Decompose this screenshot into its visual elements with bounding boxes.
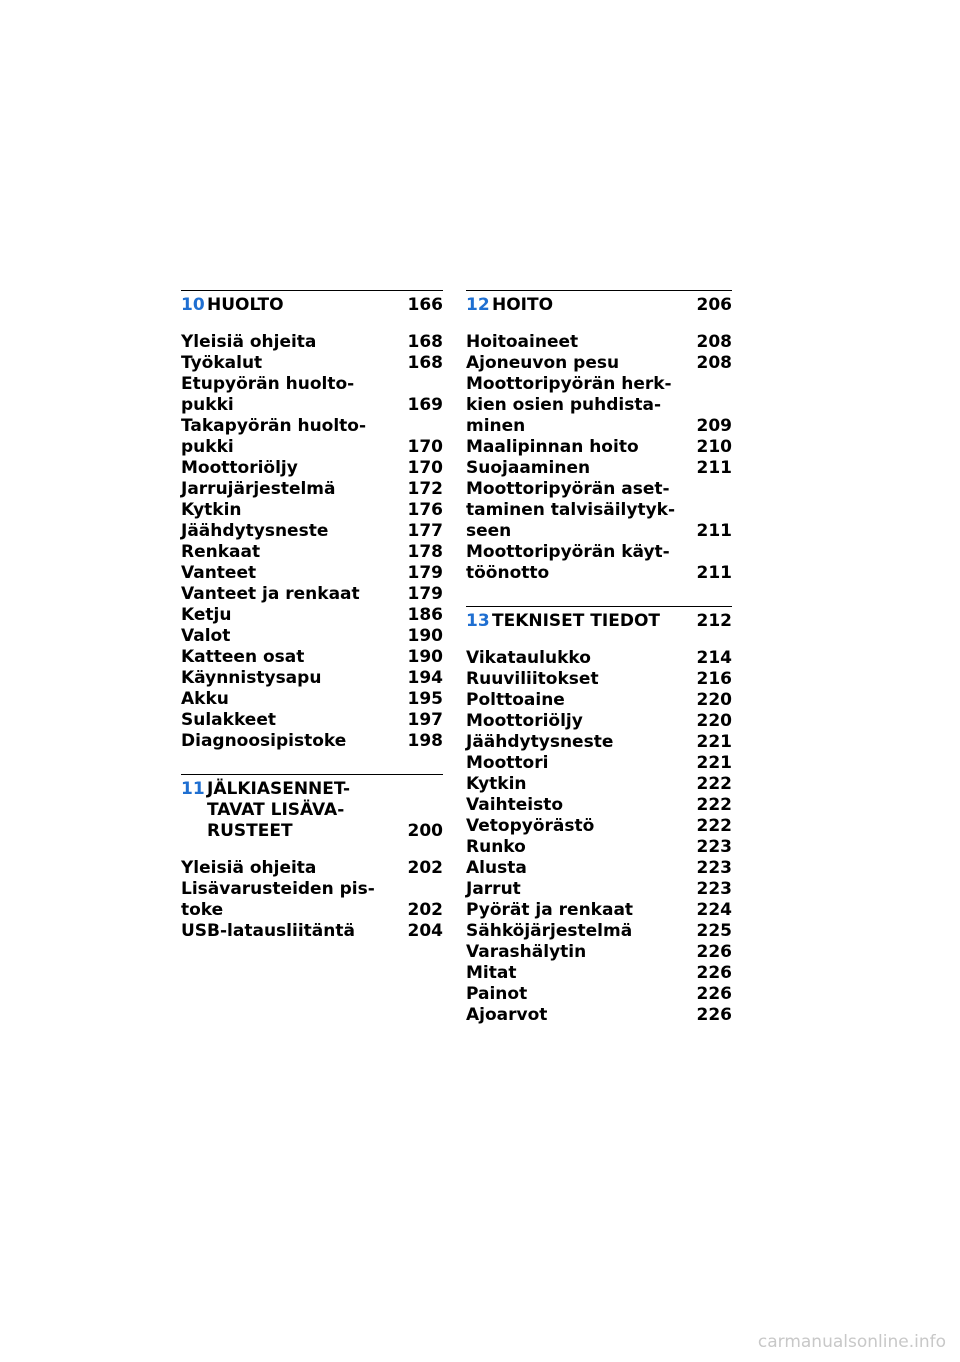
entry-title: Käynnistysapu — [181, 668, 322, 688]
entry-title: Valot — [181, 626, 231, 646]
toc-entry[interactable] — [466, 437, 732, 458]
entry-page-number: 195 — [407, 689, 443, 709]
toc-entry[interactable] — [466, 332, 732, 353]
entry-page-number: 204 — [407, 921, 443, 941]
toc-section-13 — [466, 606, 732, 1026]
toc-entry[interactable] — [181, 605, 443, 626]
entry-title: Sulakkeet — [181, 710, 276, 730]
entry-page-number: 221 — [696, 732, 732, 752]
entry-title: Runko — [466, 837, 526, 857]
section-heading[interactable] — [181, 774, 443, 842]
entry-title: Mitat — [466, 963, 517, 983]
entry-page-number: 179 — [407, 584, 443, 604]
toc-entry[interactable] — [181, 563, 443, 584]
entry-title: Hoitoaineet — [466, 332, 579, 352]
toc-entry[interactable] — [466, 879, 732, 900]
entry-page-number: 198 — [407, 731, 443, 751]
entry-title: USB-latausliitäntä — [181, 921, 355, 941]
toc-entry[interactable] — [181, 521, 443, 542]
toc-entry[interactable] — [181, 353, 443, 374]
entry-page-number: 216 — [696, 669, 732, 689]
toc-entry[interactable] — [466, 732, 732, 753]
entry-title: Moottoriöljy — [466, 711, 583, 731]
entry-title: Vanteet — [181, 563, 257, 583]
toc-entry[interactable] — [466, 837, 732, 858]
toc-section-10 — [181, 290, 443, 752]
entry-page-number: 178 — [407, 542, 443, 562]
toc-entry[interactable] — [466, 542, 732, 584]
entry-title: Moottoriöljy — [181, 458, 298, 478]
toc-entry[interactable] — [466, 921, 732, 942]
entry-title: Takapyörän huolto- pukki — [181, 416, 367, 457]
entry-title: Etupyörän huolto- pukki — [181, 374, 355, 415]
entry-page-number: 226 — [696, 984, 732, 1004]
toc-entry[interactable] — [466, 690, 732, 711]
section-number: 12 — [466, 295, 490, 315]
entry-title: Työkalut — [181, 353, 263, 373]
toc-entry[interactable] — [181, 710, 443, 731]
entry-title: Moottoripyörän käyt- töönotto — [466, 542, 670, 583]
toc-entry[interactable] — [181, 374, 443, 416]
entry-page-number: 211 — [696, 563, 732, 583]
toc-entry[interactable] — [181, 479, 443, 500]
toc-entry[interactable] — [181, 416, 443, 458]
toc-entry[interactable] — [466, 648, 732, 669]
entry-title: Diagnoosipistoke — [181, 731, 347, 751]
toc-left-column — [181, 290, 443, 964]
entry-page-number: 197 — [407, 710, 443, 730]
toc-entry[interactable] — [466, 774, 732, 795]
toc-right-column — [466, 290, 732, 1048]
entry-title: Jarrut — [466, 879, 521, 899]
entry-title: Yleisiä ohjeita — [181, 332, 317, 352]
section-page-number: 206 — [696, 295, 732, 315]
entry-page-number: 223 — [696, 879, 732, 899]
entry-title: Vikataulukko — [466, 648, 591, 668]
section-heading[interactable] — [181, 290, 443, 316]
toc-entry[interactable] — [466, 753, 732, 774]
entry-title: Sähköjärjestelmä — [466, 921, 633, 941]
toc-entry[interactable] — [181, 731, 443, 752]
entry-title: Kytkin — [181, 500, 242, 520]
watermark: carmanualsonline.info — [757, 1332, 946, 1352]
entry-page-number: 186 — [407, 605, 443, 625]
toc-entry[interactable] — [181, 647, 443, 668]
entry-title: Jarrujärjestelmä — [181, 479, 336, 499]
entry-title: Polttoaine — [466, 690, 565, 710]
entry-page-number: 222 — [696, 795, 732, 815]
toc-entry[interactable] — [466, 942, 732, 963]
toc-entry[interactable] — [466, 816, 732, 837]
entry-title: Jäähdytysneste — [466, 732, 614, 752]
entry-page-number: 168 — [407, 332, 443, 352]
toc-entry[interactable] — [181, 332, 443, 353]
entry-page-number: 226 — [696, 963, 732, 983]
entry-title: Moottori — [466, 753, 549, 773]
toc-entry[interactable] — [466, 711, 732, 732]
entry-title: Maalipinnan hoito — [466, 437, 639, 457]
toc-entry[interactable] — [466, 669, 732, 690]
entry-page-number: 202 — [407, 900, 443, 920]
toc-entry[interactable] — [466, 900, 732, 921]
entry-page-number: 210 — [696, 437, 732, 457]
entry-page-number: 190 — [407, 626, 443, 646]
toc-entry[interactable] — [181, 689, 443, 710]
section-number: 11 — [181, 779, 205, 799]
entry-title: Suojaaminen — [466, 458, 591, 478]
toc-entry[interactable] — [466, 1005, 732, 1026]
toc-entry[interactable] — [466, 858, 732, 879]
entry-page-number: 168 — [407, 353, 443, 373]
entry-page-number: 170 — [407, 458, 443, 478]
toc-entry[interactable] — [466, 795, 732, 816]
entry-page-number: 224 — [696, 900, 732, 920]
entry-page-number: 220 — [696, 690, 732, 710]
section-heading[interactable] — [466, 606, 732, 632]
entry-page-number: 179 — [407, 563, 443, 583]
section-title: JÄLKIASENNET- TAVAT LISÄVA- RUSTEET — [207, 779, 351, 841]
entry-page-number: 222 — [696, 774, 732, 794]
entry-page-number: 208 — [696, 332, 732, 352]
entry-title: Alusta — [466, 858, 527, 878]
toc-entry[interactable] — [181, 858, 443, 879]
toc-entry[interactable] — [181, 500, 443, 521]
toc-entry[interactable] — [181, 542, 443, 563]
entry-title: Lisävarusteiden pis- toke — [181, 879, 375, 920]
entry-title: Akku — [181, 689, 229, 709]
section-number: 13 — [466, 611, 490, 631]
section-page-number: 166 — [407, 295, 443, 315]
toc-entry[interactable] — [466, 479, 732, 542]
toc-entry[interactable] — [466, 353, 732, 374]
entry-title: Renkaat — [181, 542, 261, 562]
entry-title: Ketju — [181, 605, 232, 625]
section-title: TEKNISET TIEDOT — [492, 611, 660, 631]
entry-title: Vanteet ja renkaat — [181, 584, 360, 604]
entry-page-number: 169 — [407, 395, 443, 415]
toc-entry[interactable] — [466, 984, 732, 1005]
toc-entry[interactable] — [181, 626, 443, 647]
toc-entry[interactable] — [181, 668, 443, 689]
entry-page-number: 211 — [696, 521, 732, 541]
section-title: HOITO — [492, 295, 554, 315]
section-title: HUOLTO — [207, 295, 284, 315]
entry-title: Jäähdytysneste — [181, 521, 329, 541]
section-number: 10 — [181, 295, 205, 315]
toc-section-12 — [466, 290, 732, 584]
entry-page-number: 211 — [696, 458, 732, 478]
entry-page-number: 222 — [696, 816, 732, 836]
entry-page-number: 214 — [696, 648, 732, 668]
section-heading[interactable] — [466, 290, 732, 316]
entry-title: Varashälytin — [466, 942, 587, 962]
section-page-number: 212 — [696, 611, 732, 631]
entry-page-number: 172 — [407, 479, 443, 499]
entry-page-number: 226 — [696, 942, 732, 962]
entry-title: Ajoarvot — [466, 1005, 548, 1025]
toc-entry[interactable] — [466, 374, 732, 437]
entry-title: Yleisiä ohjeita — [181, 858, 317, 878]
entry-page-number: 209 — [696, 416, 732, 436]
toc-entry[interactable] — [181, 584, 443, 605]
toc-entry[interactable] — [181, 458, 443, 479]
entry-page-number: 177 — [407, 521, 443, 541]
entry-page-number: 226 — [696, 1005, 732, 1025]
entry-page-number: 170 — [407, 437, 443, 457]
entry-title: Moottoripyörän aset- taminen talvisäilytyk- seen — [466, 479, 676, 541]
entry-title: Ajoneuvon pesu — [466, 353, 620, 373]
entry-page-number: 190 — [407, 647, 443, 667]
entry-page-number: 208 — [696, 353, 732, 373]
entry-title: Vetopyörästö — [466, 816, 595, 836]
entry-title: Ruuviliitokset — [466, 669, 599, 689]
entry-title: Moottoripyörän herk- kien osien puhdista- minen — [466, 374, 672, 436]
entry-title: Katteen osat — [181, 647, 305, 667]
entry-page-number: 223 — [696, 837, 732, 857]
entry-title: Vaihteisto — [466, 795, 564, 815]
toc-entry[interactable] — [181, 879, 443, 921]
entry-title: Pyörät ja renkaat — [466, 900, 634, 920]
entry-page-number: 220 — [696, 711, 732, 731]
section-page-number: 200 — [407, 821, 443, 841]
entry-page-number: 223 — [696, 858, 732, 878]
entry-title: Kytkin — [466, 774, 527, 794]
entry-title: Painot — [466, 984, 528, 1004]
entry-page-number: 194 — [407, 668, 443, 688]
entry-page-number: 202 — [407, 858, 443, 878]
toc-section-11 — [181, 774, 443, 942]
toc-entry[interactable] — [181, 921, 443, 942]
toc-entry[interactable] — [466, 458, 732, 479]
toc-entry[interactable] — [466, 963, 732, 984]
entry-page-number: 221 — [696, 753, 732, 773]
entry-page-number: 225 — [696, 921, 732, 941]
entry-page-number: 176 — [407, 500, 443, 520]
